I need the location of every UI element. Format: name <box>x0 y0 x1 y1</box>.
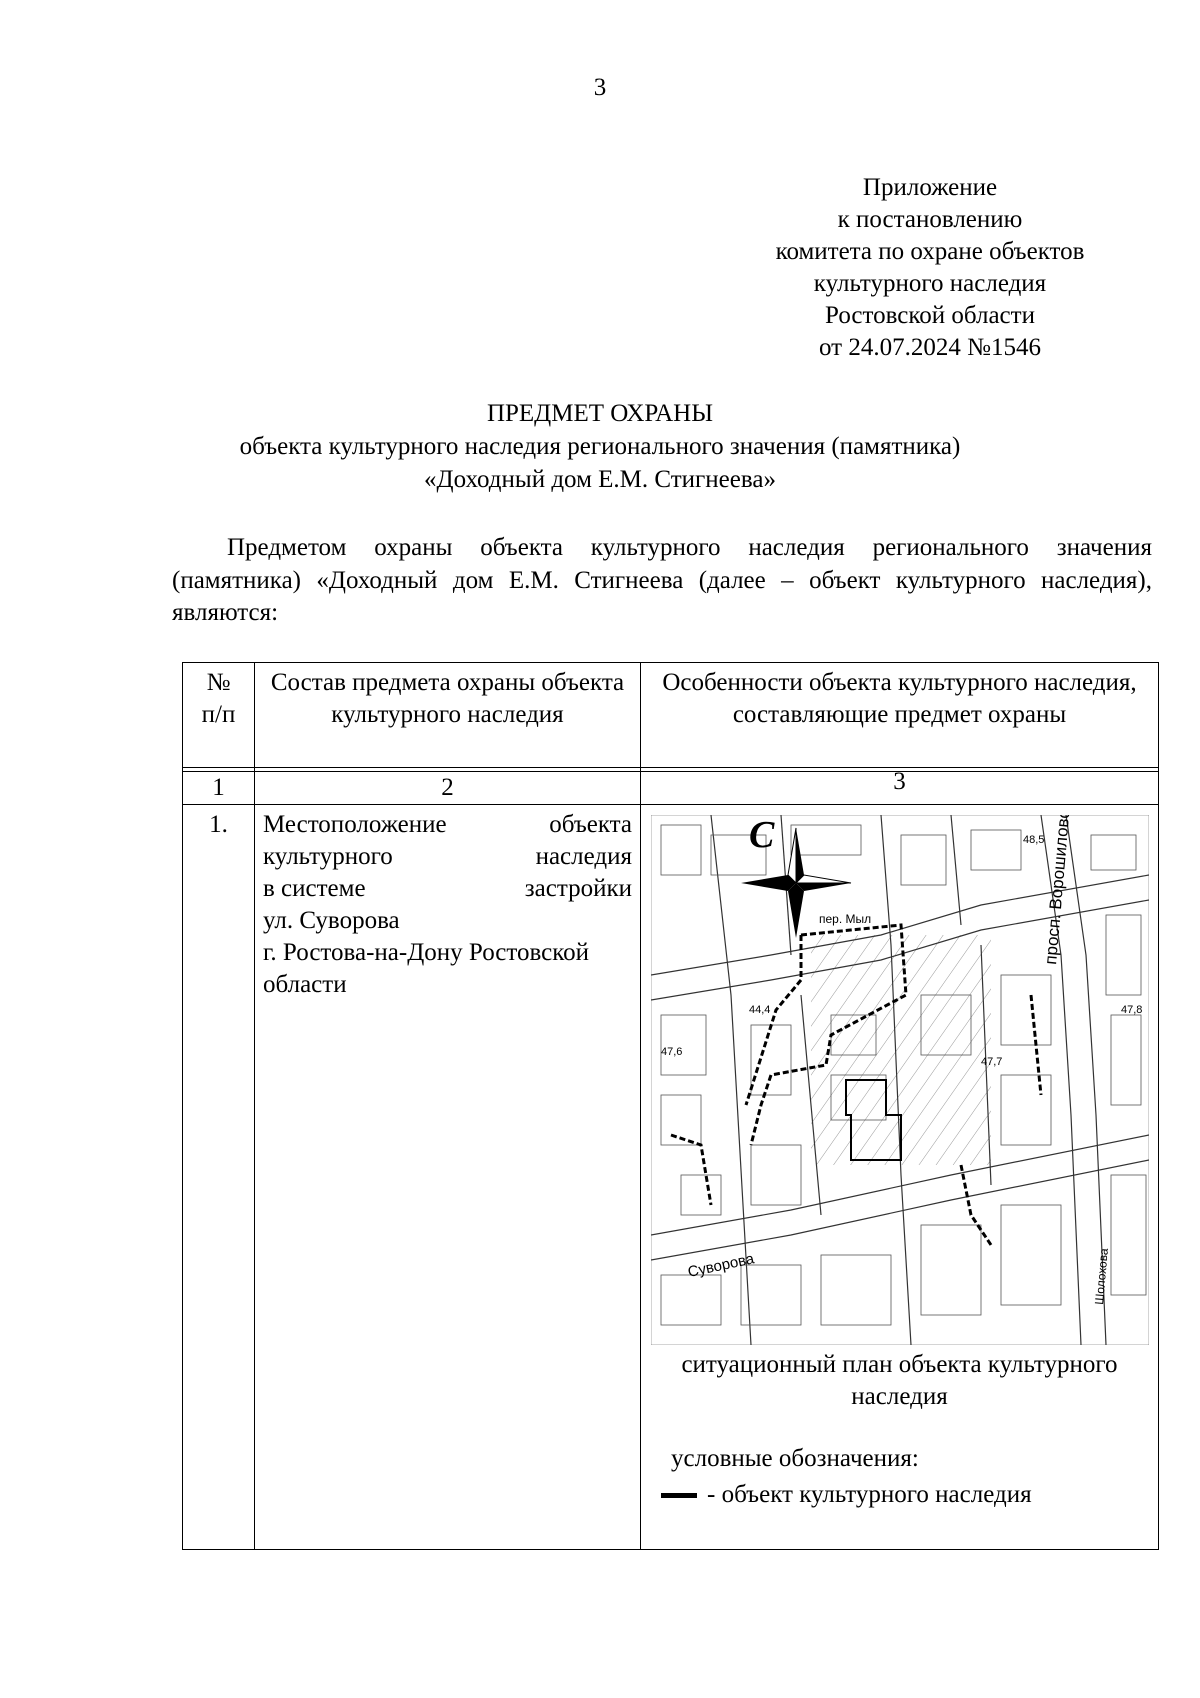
header-features: Особенности объекта культурного наследия, составляющие предмет охраны <box>641 663 1159 768</box>
column-number: 2 <box>255 772 641 805</box>
column-number: 3 <box>641 772 1159 805</box>
situation-plan-map <box>651 815 1149 1345</box>
legend-item-label: - объект культурного наследия <box>707 1481 1032 1508</box>
compass-north-letter: С <box>749 815 775 856</box>
page-number: 3 <box>593 74 607 101</box>
header-number: № п/п <box>183 663 255 768</box>
map-street-label: Шолохова <box>1092 1247 1111 1306</box>
title-line-main: ПРЕДМЕТ ОХРАНЫ <box>486 400 714 427</box>
appendix-date-line: от 24.07.2024 №1546 <box>819 334 1041 361</box>
legend-item <box>661 1479 1158 1511</box>
features-cell <box>641 805 1159 1550</box>
location-street: ул. Суворова <box>263 907 400 934</box>
protection-table <box>182 662 1159 1550</box>
map-elevation: 47,6 <box>661 1046 683 1058</box>
map-street-label: Суворова <box>686 1250 756 1281</box>
location-cell <box>255 805 641 1550</box>
table-row <box>183 805 1159 1550</box>
appendix-line: Ростовской области <box>825 302 1035 329</box>
appendix-line: комитета по охране объектов <box>775 238 1085 265</box>
title-line-object: «Доходный дом Е.М. Стигнеева» <box>424 466 776 493</box>
location-region: области <box>263 971 347 998</box>
appendix-line: культурного наследия <box>813 270 1047 297</box>
location-text: застройки <box>524 875 632 902</box>
header-composition: Состав предмета охраны объекта культурного наследия <box>255 663 641 768</box>
location-text: Местоположение <box>263 811 447 838</box>
map-street-label: просп. Ворошиловский <box>1041 815 1076 966</box>
legend-line-icon <box>661 1493 697 1498</box>
column-numbers-row <box>183 772 1159 805</box>
appendix-block <box>700 172 1160 364</box>
location-text: в системе <box>263 875 366 902</box>
location-text: объекта <box>549 811 632 838</box>
appendix-line: к постановлению <box>837 206 1023 233</box>
row-number: 1. <box>183 805 255 1550</box>
location-text: культурного <box>263 843 393 870</box>
location-text: наследия <box>535 843 632 870</box>
column-number: 1 <box>183 772 255 805</box>
document-title <box>0 398 1200 497</box>
location-city: г. Ростова-на-Дону Ростовской <box>263 939 590 966</box>
title-line-sub: объекта культурного наследия регионального значения (памятника) <box>239 433 961 460</box>
map-caption: ситуационный план объекта культурного наследия <box>681 1351 1118 1410</box>
table-header-row <box>183 663 1159 768</box>
map-street-label: пер. Мыл <box>819 912 872 926</box>
intro-paragraph: Предметом охраны объекта культурного наследия регионального значения (памятника) «Доходный дом Е.М. Стигнеева (далее – объект культурного наследия), являются: <box>172 534 1152 626</box>
legend-title: условные обозначения: <box>671 1445 919 1472</box>
map-elevation: 47,7 <box>981 1056 1003 1068</box>
map-elevation: 48,5 <box>1023 834 1045 846</box>
map-elevation: 44,4 <box>749 1004 771 1016</box>
map-elevation: 47,8 <box>1121 1004 1143 1016</box>
appendix-line: Приложение <box>862 174 998 201</box>
map-drawing <box>651 815 1149 1345</box>
